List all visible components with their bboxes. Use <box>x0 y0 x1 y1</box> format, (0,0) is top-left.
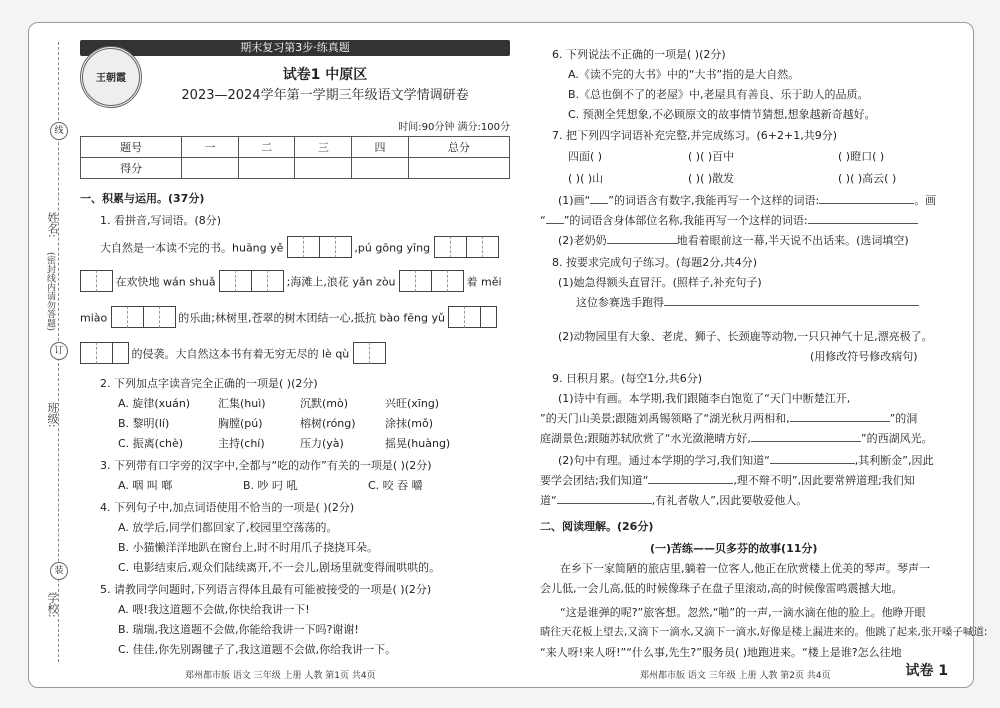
q7-part-1b: “ ”的词语含身体部位名称,我能再写一个这样的词语: <box>540 212 918 228</box>
score-cell[interactable] <box>352 158 409 179</box>
q8-part-2b: (用修改符号修改病句) <box>810 350 918 363</box>
answer-line[interactable] <box>557 503 652 504</box>
q1-text: ,pú gōng yīng <box>354 241 431 255</box>
score-header: 二 <box>238 137 295 158</box>
score-header: 题号 <box>81 137 182 158</box>
q6-option: C. 预测全凭想象,不必顾原文的故事情节猜想,想象越新奇越好。 <box>568 108 876 121</box>
q9-line: ”的天门山美景;跟随刘禹锡领略了“湖光秋月两相和, ”的洞 <box>540 412 918 425</box>
passage-line: “这是谁弹的呢?”旅客想。忽然,“啪”的一声,一滴水滴在他的脸上。他睁开眼 <box>560 606 926 619</box>
q5-option: A. 喂!我这道题不会做,你快给我讲一下! <box>118 603 310 616</box>
seal-circle: 订 <box>50 342 68 360</box>
passage-title: (一)苦练——贝多芬的故事(11分) <box>650 542 818 555</box>
exam-meta: 时间:90分钟 满分:100分 <box>398 122 510 133</box>
answer-line[interactable] <box>751 441 861 442</box>
score-header: 四 <box>352 137 409 158</box>
answer-grid[interactable] <box>219 270 283 295</box>
passage-line: “来人呀!来人呀!”“什么事,先生?”服务员( )地跑进来。“楼上是谁?怎么往地 <box>540 646 902 659</box>
passage-line: 会儿低,一会儿高,低的时候像珠子在盘子里滚动,高的时候像雷鸣震撼大地。 <box>540 582 903 595</box>
logo-text: 王朝霞 <box>96 73 126 84</box>
answer-grid[interactable] <box>399 270 463 295</box>
seal-circle: 装 <box>50 562 68 580</box>
q9-line: (1)诗中有画。本学期,我们跟随李白饱览了“天门中断楚江开, <box>558 392 851 405</box>
answer-grid[interactable] <box>448 306 496 331</box>
passage-line: 睛往天花板上望去,又滴下一滴水,又滴下一滴水,好像是楼上漏进来的。他跳了起来,张开嗓子喊道: <box>540 626 988 638</box>
q7-part-2: (2)老奶奶 地看着眼前这一幕,半天说不出话来。(选词填空) <box>558 234 909 247</box>
answer-grid[interactable] <box>111 306 175 331</box>
answer-grid[interactable] <box>287 236 351 261</box>
score-header: 一 <box>182 137 239 158</box>
q1-text: 的乐曲;林树里,苍翠的树木团结一心,抵抗 bào fēng yǔ <box>178 311 445 325</box>
q5-option: C. 佳佳,你先别踢毽子了,我这道题不会做,你给我讲一下。 <box>118 643 397 656</box>
section-heading: 一、积累与运用。(37分) <box>80 192 205 205</box>
question-3: 3. 下列带有口字旁的汉字中,全都与“吃的动作”有关的一项是( )(2分) <box>100 459 432 472</box>
q6-option: B.《总也倒不了的老屋》中,老屋具有善良、乐于助人的品质。 <box>568 88 869 101</box>
q8-part-1: (1)她急得额头直冒汗。(照样子,补充句子) <box>558 276 762 289</box>
answer-grid[interactable] <box>80 270 112 295</box>
answer-line[interactable] <box>819 203 914 204</box>
seal-circle: 线 <box>50 122 68 140</box>
name-label: 姓名: <box>46 212 59 238</box>
answer-grid[interactable] <box>353 342 385 367</box>
q2-option: B. 黎明(lí) 胸膛(pú) 榕树(róng) 涂抹(mǒ) <box>118 417 434 430</box>
q1-text: ;海滩上,浪花 yǎn zòu <box>286 275 396 289</box>
q1-text: 在欢快地 wán shuǎ <box>115 275 216 289</box>
q4-option: B. 小猫懒洋洋地趴在窗台上,时不时用爪子挠挠耳朵。 <box>118 541 379 554</box>
score-row-label: 得分 <box>81 158 182 179</box>
answer-line[interactable] <box>770 463 855 464</box>
q1-line-1 <box>100 236 498 261</box>
class-label: 班级: <box>46 402 59 428</box>
school-label: 学校: <box>46 592 59 618</box>
q1-line-4 <box>80 342 385 367</box>
q2-option: C. 振离(chè) 主持(chí) 压力(yà) 摇晃(huàng) <box>118 437 451 450</box>
page-title: 试卷1 中原区 <box>282 67 368 83</box>
step-bar: 期末复习第3步·练真题 <box>80 40 510 56</box>
score-cell[interactable] <box>182 158 239 179</box>
score-header: 总分 <box>408 137 509 158</box>
question-2: 2. 下列加点字读音完全正确的一项是( )(2分) <box>100 377 318 390</box>
section-heading: 二、阅读理解。(26分) <box>540 520 654 533</box>
q4-option: A. 放学后,同学们都回家了,校园里空荡荡的。 <box>118 521 338 534</box>
question-9: 9. 日积月累。(每空1分,共6分) <box>552 372 703 385</box>
q1-text: 大自然是一本读不完的书。huāng yě <box>100 241 284 255</box>
question-5: 5. 请教同学问题时,下列语言得体且最有可能被接受的一项是( )(2分) <box>100 583 432 596</box>
q1-line-2 <box>80 270 502 295</box>
answer-grid[interactable] <box>80 342 128 367</box>
q1-text: 的侵袭。大自然这本书有着无穷无尽的 lè qù <box>131 347 350 361</box>
question-4: 4. 下列句子中,加点词语使用不恰当的一项是( )(2分) <box>100 501 355 514</box>
q3-options: A. 咽 叫 啷 B. 吵 叼 吼 C. 咬 吞 嚼 <box>118 479 423 492</box>
q9-line: 庭湖景色;跟随苏轼欣赏了“水光潋滟晴方好, ”的西湖风光。 <box>540 432 933 445</box>
answer-line[interactable] <box>790 421 890 422</box>
q9-line: 道“ ,有礼者敬人”,因此要敬爱他人。 <box>540 494 808 507</box>
page-label: 试卷 1 <box>905 663 948 679</box>
q7-row: 四面( ) ( )( )百中 ( )瞪口( ) <box>568 150 885 163</box>
score-header: 三 <box>295 137 352 158</box>
score-table <box>80 136 510 179</box>
q8-part-1b: 这位参赛选手跑得 <box>576 294 919 310</box>
q1-line-3 <box>80 306 496 331</box>
answer-line[interactable] <box>808 223 918 224</box>
q7-part-1: (1)画“ ”的词语含有数字,我能再写一个这样的词语: 。画 <box>558 194 937 207</box>
q9-line: 要学会团结;我们知道“ ,理不辩不明”,因此要常辨道理;我们知 <box>540 474 915 487</box>
question-8: 8. 按要求完成句子练习。(每题2分,共4分) <box>552 256 758 269</box>
page-footer: 郑州都市版 语文 三年级 上册 人教 第2页 共4页 <box>640 671 831 681</box>
brand-logo <box>80 46 142 108</box>
q5-option: B. 瑞瑞,我这道题不会做,你能给我讲一下吗?谢谢! <box>118 623 359 636</box>
page-footer: 郑州都市版 语文 三年级 上册 人教 第1页 共4页 <box>185 671 376 681</box>
q2-option: A. 旋律(xuán) 汇集(huì) 沉默(mò) 兴旺(xīng) <box>118 397 440 410</box>
q9-line: (2)句中有理。通过本学期的学习,我们知道“ ,其利断金”,因此 <box>558 454 934 467</box>
answer-grid[interactable] <box>434 236 498 261</box>
q4-option: C. 电影结束后,观众们陆续离开,不一会儿,剧场里就变得闹哄哄的。 <box>118 561 441 574</box>
answer-line[interactable] <box>607 243 677 244</box>
q8-part-2: (2)动物园里有大象、老虎、狮子、长颈鹿等动物,一只只神气十足,漂亮极了。 <box>558 330 933 343</box>
q1-text: 着 měi <box>466 275 502 289</box>
score-cell[interactable] <box>295 158 352 179</box>
score-cell[interactable] <box>408 158 509 179</box>
q6-option: A.《读不完的大书》中的“大书”指的是大自然。 <box>568 68 800 81</box>
binding-strip <box>28 22 74 686</box>
question-6: 6. 下列说法不正确的一项是( )(2分) <box>552 48 726 61</box>
answer-line[interactable] <box>664 305 919 306</box>
question-1: 1. 看拼音,写词语。(8分) <box>100 214 222 227</box>
answer-line[interactable] <box>648 483 733 484</box>
page-subtitle: 2023—2024学年第一学期三年级语文学情调研卷 <box>181 88 469 103</box>
question-7: 7. 把下列四字词语补充完整,并完成练习。(6+2+1,共9分) <box>552 129 837 142</box>
passage-line: 在乡下一家简陋的旅店里,躺着一位客人,他正在欣赏楼上优美的琴声。琴声一 <box>560 562 930 575</box>
q7-row: ( )( )山 ( )( )散发 ( )( )高云( ) <box>568 172 897 185</box>
notice-text: (密封线内请勿答题) <box>45 252 55 332</box>
score-cell[interactable] <box>238 158 295 179</box>
q1-text: miào <box>80 311 108 325</box>
